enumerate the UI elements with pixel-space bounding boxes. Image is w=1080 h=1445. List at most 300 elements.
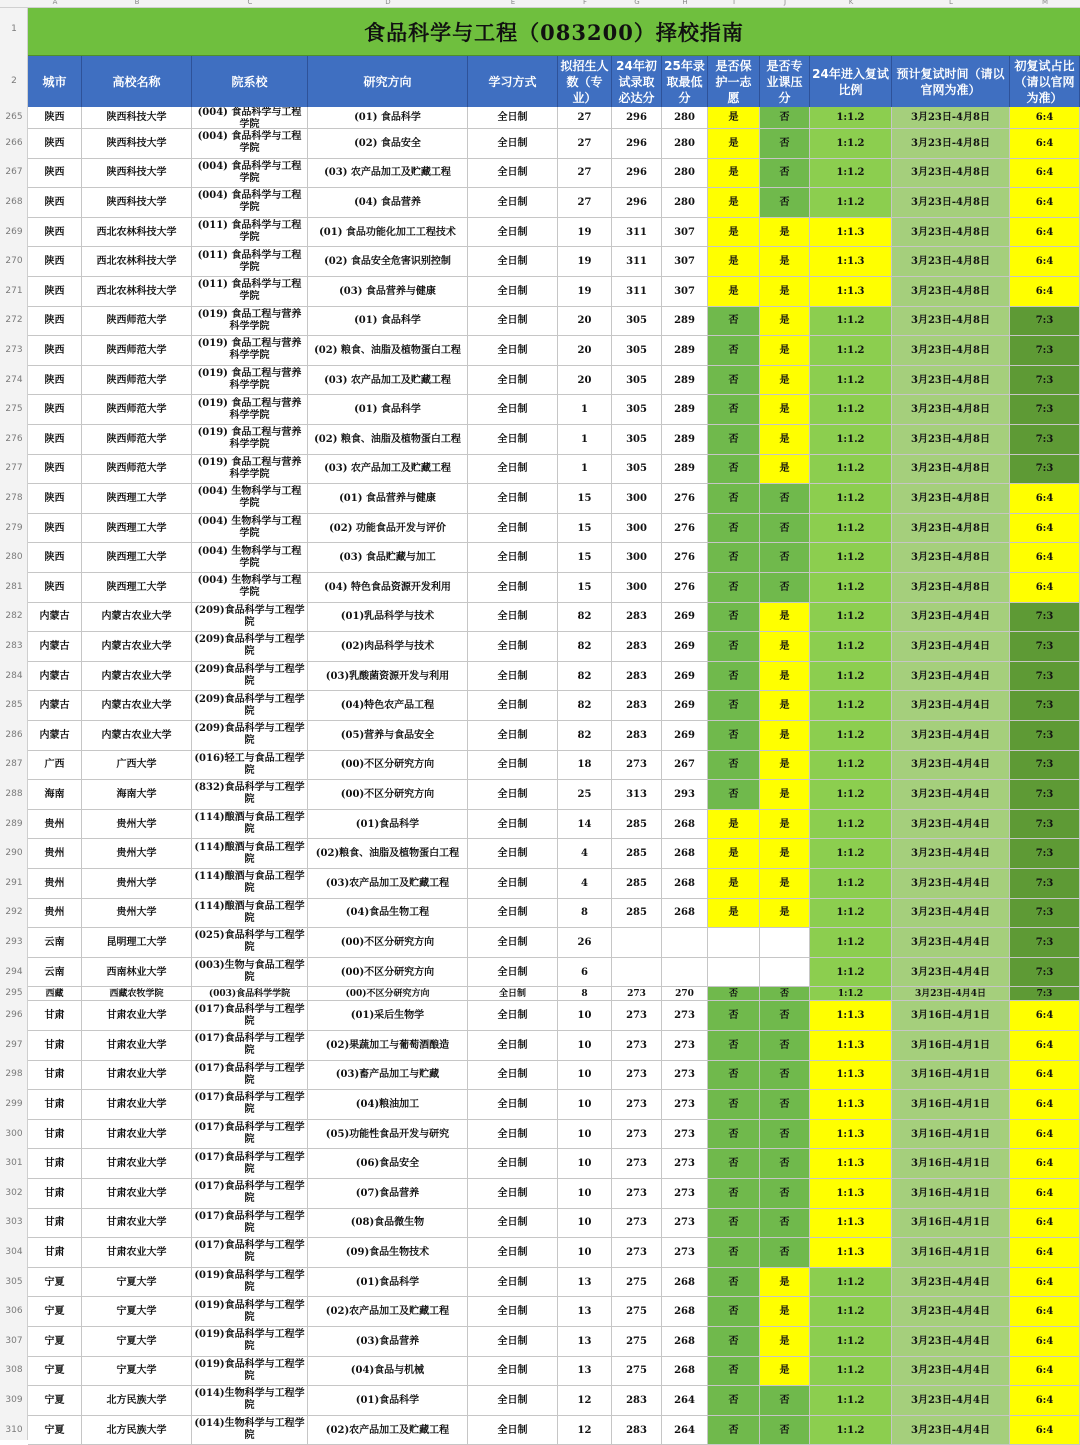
plan-count-cell[interactable]: 82 xyxy=(558,662,612,692)
score-24-cell[interactable]: 311 xyxy=(612,247,662,277)
retest-time-cell[interactable]: 3月23日-4月8日 xyxy=(892,573,1010,603)
press-score-cell[interactable]: 是 xyxy=(760,603,810,633)
plan-count-cell[interactable]: 27 xyxy=(558,188,612,218)
row-number[interactable]: 294 xyxy=(5,966,23,977)
score-25-cell[interactable]: 268 xyxy=(662,810,708,840)
city-cell[interactable]: 陕西 xyxy=(28,543,82,573)
city-cell[interactable]: 甘肃 xyxy=(28,1031,82,1061)
row-number[interactable]: 287 xyxy=(5,759,23,770)
dept-cell[interactable]: (209)食品科学与工程学院 xyxy=(192,691,308,721)
plan-count-cell[interactable]: 1 xyxy=(558,395,612,425)
city-cell[interactable]: 陕西 xyxy=(28,395,82,425)
row-number[interactable]: 290 xyxy=(5,848,23,859)
school-cell[interactable]: 陕西理工大学 xyxy=(82,514,192,544)
score-24-cell[interactable]: 305 xyxy=(612,425,662,455)
retest-ratio-cell[interactable]: 1:1.3 xyxy=(810,1149,892,1179)
header-score-24[interactable]: 24年初试录取必达分 xyxy=(612,56,662,107)
study-mode-cell[interactable]: 全日制 xyxy=(468,1327,558,1357)
row-number[interactable]: 307 xyxy=(5,1335,23,1346)
plan-count-cell[interactable]: 10 xyxy=(558,1031,612,1061)
score-25-cell[interactable]: 273 xyxy=(662,1090,708,1120)
press-score-cell[interactable]: 是 xyxy=(760,395,810,425)
study-mode-cell[interactable]: 全日制 xyxy=(468,277,558,307)
score-25-cell[interactable]: 269 xyxy=(662,662,708,692)
direction-cell[interactable]: (01)食品科学 xyxy=(308,1268,468,1298)
school-cell[interactable]: 昆明理工大学 xyxy=(82,928,192,958)
study-mode-cell[interactable]: 全日制 xyxy=(468,1386,558,1416)
press-score-cell[interactable]: 否 xyxy=(760,1416,810,1445)
school-cell[interactable]: 陕西科技大学 xyxy=(82,188,192,218)
city-cell[interactable]: 陕西 xyxy=(28,455,82,485)
score-24-cell[interactable]: 283 xyxy=(612,1386,662,1416)
direction-cell[interactable]: (02) 粮食、油脂及植物蛋白工程 xyxy=(308,336,468,366)
score-24-cell[interactable]: 305 xyxy=(612,366,662,396)
retest-ratio-cell[interactable]: 1:1.3 xyxy=(810,1031,892,1061)
plan-count-cell[interactable]: 12 xyxy=(558,1386,612,1416)
study-mode-cell[interactable]: 全日制 xyxy=(468,484,558,514)
school-cell[interactable]: 甘肃农业大学 xyxy=(82,1001,192,1031)
city-cell[interactable]: 甘肃 xyxy=(28,1149,82,1179)
protect-first-choice-cell[interactable]: 否 xyxy=(708,1061,760,1091)
city-cell[interactable]: 陕西 xyxy=(28,514,82,544)
column-letter[interactable]: C xyxy=(247,0,253,6)
study-mode-cell[interactable]: 全日制 xyxy=(468,958,558,988)
dept-cell[interactable]: (019) 食品工程与营养科学学院 xyxy=(192,455,308,485)
plan-count-cell[interactable]: 14 xyxy=(558,810,612,840)
score-24-cell[interactable]: 296 xyxy=(612,188,662,218)
column-letter[interactable]: D xyxy=(385,0,391,6)
header-study-mode[interactable]: 学习方式 xyxy=(468,56,558,107)
direction-cell[interactable]: (04)食品生物工程 xyxy=(308,899,468,929)
direction-cell[interactable]: (02)果蔬加工与葡萄酒酿造 xyxy=(308,1031,468,1061)
retest-ratio-cell[interactable]: 1:1.2 xyxy=(810,810,892,840)
direction-cell[interactable]: (01)食品科学 xyxy=(308,1386,468,1416)
press-score-cell[interactable]: 否 xyxy=(760,1386,810,1416)
score-24-cell[interactable]: 275 xyxy=(612,1268,662,1298)
dept-cell[interactable]: (003)食品科学学院 xyxy=(192,987,308,1001)
city-cell[interactable]: 陕西 xyxy=(28,484,82,514)
dept-cell[interactable]: (019)食品科学与工程学院 xyxy=(192,1357,308,1387)
score-25-cell[interactable]: 273 xyxy=(662,1179,708,1209)
direction-cell[interactable]: (00)不区分研究方向 xyxy=(308,751,468,781)
score-25-cell[interactable]: 273 xyxy=(662,1149,708,1179)
protect-first-choice-cell[interactable]: 否 xyxy=(708,1327,760,1357)
dept-cell[interactable]: (004) 食品科学与工程学院 xyxy=(192,159,308,189)
retest-ratio-cell[interactable]: 1:1.2 xyxy=(810,780,892,810)
study-mode-cell[interactable]: 全日制 xyxy=(468,869,558,899)
study-mode-cell[interactable]: 全日制 xyxy=(468,1209,558,1239)
press-score-cell[interactable]: 否 xyxy=(760,129,810,159)
header-protect-first-choice[interactable]: 是否保护一志愿 xyxy=(708,56,760,107)
direction-cell[interactable]: (02) 食品安全危害识别控制 xyxy=(308,247,468,277)
retest-time-cell[interactable]: 3月23日-4月4日 xyxy=(892,928,1010,958)
plan-count-cell[interactable]: 6 xyxy=(558,958,612,988)
study-mode-cell[interactable]: 全日制 xyxy=(468,1297,558,1327)
retest-time-cell[interactable]: 3月23日-4月8日 xyxy=(892,395,1010,425)
row-number[interactable]: 277 xyxy=(5,463,23,474)
retest-time-cell[interactable]: 3月23日-4月4日 xyxy=(892,751,1010,781)
retest-time-cell[interactable]: 3月23日-4月8日 xyxy=(892,484,1010,514)
study-mode-cell[interactable]: 全日制 xyxy=(468,366,558,396)
dept-cell[interactable]: (019) 食品工程与营养科学学院 xyxy=(192,425,308,455)
study-mode-cell[interactable]: 全日制 xyxy=(468,603,558,633)
direction-cell[interactable]: (00)不区分研究方向 xyxy=(308,987,468,1001)
score-24-cell[interactable]: 313 xyxy=(612,780,662,810)
protect-first-choice-cell[interactable]: 否 xyxy=(708,336,760,366)
protect-first-choice-cell[interactable]: 否 xyxy=(708,1120,760,1150)
retest-time-cell[interactable]: 3月23日-4月8日 xyxy=(892,277,1010,307)
protect-first-choice-cell[interactable]: 否 xyxy=(708,721,760,751)
press-score-cell[interactable]: 是 xyxy=(760,1297,810,1327)
row-number[interactable]: 281 xyxy=(5,581,23,592)
retest-time-cell[interactable]: 3月16日-4月1日 xyxy=(892,1238,1010,1268)
study-mode-cell[interactable]: 全日制 xyxy=(468,247,558,277)
weight-ratio-cell[interactable]: 6:4 xyxy=(1010,1031,1080,1061)
score-25-cell[interactable]: 276 xyxy=(662,514,708,544)
weight-ratio-cell[interactable]: 7:3 xyxy=(1010,899,1080,929)
retest-ratio-cell[interactable]: 1:1.2 xyxy=(810,366,892,396)
study-mode-cell[interactable]: 全日制 xyxy=(468,1090,558,1120)
city-cell[interactable]: 宁夏 xyxy=(28,1416,82,1445)
plan-count-cell[interactable]: 15 xyxy=(558,543,612,573)
direction-cell[interactable]: (08)食品微生物 xyxy=(308,1209,468,1239)
dept-cell[interactable]: (114)酿酒与食品工程学院 xyxy=(192,899,308,929)
direction-cell[interactable]: (09)食品生物技术 xyxy=(308,1238,468,1268)
score-24-cell[interactable]: 296 xyxy=(612,129,662,159)
row-number[interactable]: 267 xyxy=(5,167,23,178)
retest-time-cell[interactable]: 3月23日-4月4日 xyxy=(892,662,1010,692)
retest-time-cell[interactable]: 3月23日-4月8日 xyxy=(892,218,1010,248)
weight-ratio-cell[interactable]: 6:4 xyxy=(1010,1416,1080,1445)
study-mode-cell[interactable]: 全日制 xyxy=(468,1179,558,1209)
study-mode-cell[interactable]: 全日制 xyxy=(468,810,558,840)
score-24-cell[interactable]: 273 xyxy=(612,751,662,781)
weight-ratio-cell[interactable]: 7:3 xyxy=(1010,366,1080,396)
weight-ratio-cell[interactable]: 7:3 xyxy=(1010,839,1080,869)
plan-count-cell[interactable]: 8 xyxy=(558,987,612,1001)
weight-ratio-cell[interactable]: 6:4 xyxy=(1010,484,1080,514)
retest-time-cell[interactable]: 3月23日-4月4日 xyxy=(892,810,1010,840)
plan-count-cell[interactable]: 10 xyxy=(558,1149,612,1179)
row-number[interactable]: 283 xyxy=(5,641,23,651)
row-number[interactable]: 2 xyxy=(11,76,17,86)
row-number[interactable]: 308 xyxy=(5,1365,23,1376)
direction-cell[interactable]: (00)不区分研究方向 xyxy=(308,928,468,958)
retest-ratio-cell[interactable]: 1:1.2 xyxy=(810,159,892,189)
press-score-cell[interactable]: 是 xyxy=(760,366,810,396)
weight-ratio-cell[interactable]: 7:3 xyxy=(1010,751,1080,781)
study-mode-cell[interactable]: 全日制 xyxy=(468,721,558,751)
score-24-cell[interactable]: 283 xyxy=(612,721,662,751)
school-cell[interactable]: 内蒙古农业大学 xyxy=(82,662,192,692)
dept-cell[interactable]: (832)食品科学与工程学院 xyxy=(192,780,308,810)
city-cell[interactable]: 甘肃 xyxy=(28,1209,82,1239)
city-cell[interactable]: 甘肃 xyxy=(28,1001,82,1031)
dept-cell[interactable]: (011) 食品科学与工程学院 xyxy=(192,218,308,248)
study-mode-cell[interactable]: 全日制 xyxy=(468,1031,558,1061)
score-25-cell[interactable]: 289 xyxy=(662,395,708,425)
plan-count-cell[interactable]: 19 xyxy=(558,218,612,248)
protect-first-choice-cell[interactable]: 否 xyxy=(708,780,760,810)
score-25-cell[interactable]: 280 xyxy=(662,107,708,129)
score-25-cell[interactable]: 276 xyxy=(662,484,708,514)
city-cell[interactable]: 宁夏 xyxy=(28,1268,82,1298)
plan-count-cell[interactable]: 13 xyxy=(558,1268,612,1298)
column-letter[interactable]: F xyxy=(582,0,588,6)
study-mode-cell[interactable]: 全日制 xyxy=(468,218,558,248)
retest-time-cell[interactable]: 3月16日-4月1日 xyxy=(892,1031,1010,1061)
dept-cell[interactable]: (019)食品科学与工程学院 xyxy=(192,1297,308,1327)
plan-count-cell[interactable]: 13 xyxy=(558,1297,612,1327)
protect-first-choice-cell[interactable]: 否 xyxy=(708,1386,760,1416)
weight-ratio-cell[interactable]: 7:3 xyxy=(1010,632,1080,662)
score-25-cell[interactable]: 293 xyxy=(662,780,708,810)
retest-time-cell[interactable]: 3月16日-4月1日 xyxy=(892,1061,1010,1091)
city-cell[interactable]: 陕西 xyxy=(28,307,82,337)
protect-first-choice-cell[interactable]: 否 xyxy=(708,366,760,396)
column-letter[interactable]: K xyxy=(848,0,854,6)
press-score-cell[interactable]: 是 xyxy=(760,218,810,248)
city-cell[interactable]: 云南 xyxy=(28,958,82,988)
school-cell[interactable]: 陕西科技大学 xyxy=(82,107,192,129)
school-cell[interactable]: 甘肃农业大学 xyxy=(82,1061,192,1091)
retest-ratio-cell[interactable]: 1:1.2 xyxy=(810,839,892,869)
row-number[interactable]: 282 xyxy=(5,611,23,622)
retest-ratio-cell[interactable]: 1:1.2 xyxy=(810,1386,892,1416)
weight-ratio-cell[interactable]: 6:4 xyxy=(1010,1149,1080,1179)
protect-first-choice-cell[interactable]: 否 xyxy=(708,484,760,514)
plan-count-cell[interactable]: 1 xyxy=(558,425,612,455)
school-cell[interactable]: 陕西理工大学 xyxy=(82,484,192,514)
score-25-cell[interactable]: 268 xyxy=(662,1327,708,1357)
row-number[interactable]: 269 xyxy=(5,226,23,237)
direction-cell[interactable]: (01)采后生物学 xyxy=(308,1001,468,1031)
direction-cell[interactable]: (03) 食品贮藏与加工 xyxy=(308,543,468,573)
score-25-cell[interactable]: 269 xyxy=(662,721,708,751)
retest-time-cell[interactable]: 3月23日-4月8日 xyxy=(892,455,1010,485)
study-mode-cell[interactable]: 全日制 xyxy=(468,1120,558,1150)
retest-ratio-cell[interactable]: 1:1.3 xyxy=(810,1061,892,1091)
row-number[interactable]: 265 xyxy=(5,112,23,122)
retest-time-cell[interactable]: 3月23日-4月4日 xyxy=(892,958,1010,988)
score-25-cell[interactable]: 289 xyxy=(662,307,708,337)
plan-count-cell[interactable]: 25 xyxy=(558,780,612,810)
score-25-cell[interactable]: 307 xyxy=(662,247,708,277)
score-25-cell[interactable]: 307 xyxy=(662,218,708,248)
study-mode-cell[interactable]: 全日制 xyxy=(468,839,558,869)
city-cell[interactable]: 甘肃 xyxy=(28,1120,82,1150)
row-number[interactable]: 276 xyxy=(5,433,23,444)
score-24-cell[interactable]: 311 xyxy=(612,277,662,307)
row-number[interactable]: 295 xyxy=(5,988,23,999)
dept-cell[interactable]: (011) 食品科学与工程学院 xyxy=(192,247,308,277)
score-24-cell[interactable]: 273 xyxy=(612,1031,662,1061)
row-number[interactable]: 301 xyxy=(5,1158,23,1169)
protect-first-choice-cell[interactable]: 否 xyxy=(708,1209,760,1239)
retest-time-cell[interactable]: 3月23日-4月8日 xyxy=(892,159,1010,189)
retest-time-cell[interactable]: 3月23日-4月4日 xyxy=(892,632,1010,662)
row-number[interactable]: 298 xyxy=(5,1069,23,1080)
weight-ratio-cell[interactable]: 6:4 xyxy=(1010,1238,1080,1268)
retest-ratio-cell[interactable]: 1:1.2 xyxy=(810,751,892,781)
row-number[interactable]: 297 xyxy=(5,1039,23,1050)
retest-time-cell[interactable]: 3月16日-4月1日 xyxy=(892,1209,1010,1239)
score-24-cell[interactable]: 273 xyxy=(612,1061,662,1091)
direction-cell[interactable]: (05)营养与食品安全 xyxy=(308,721,468,751)
retest-ratio-cell[interactable]: 1:1.2 xyxy=(810,307,892,337)
row-number[interactable]: 1 xyxy=(11,24,17,34)
dept-cell[interactable]: (017)食品科学与工程学院 xyxy=(192,1238,308,1268)
city-cell[interactable]: 甘肃 xyxy=(28,1090,82,1120)
score-25-cell[interactable] xyxy=(662,928,708,958)
press-score-cell[interactable]: 否 xyxy=(760,1179,810,1209)
city-cell[interactable]: 贵州 xyxy=(28,810,82,840)
retest-ratio-cell[interactable]: 1:1.2 xyxy=(810,899,892,929)
row-number[interactable]: 310 xyxy=(5,1424,23,1435)
score-24-cell[interactable]: 273 xyxy=(612,987,662,1001)
direction-cell[interactable]: (03)农产品加工及贮藏工程 xyxy=(308,869,468,899)
school-cell[interactable]: 贵州大学 xyxy=(82,869,192,899)
header-weight-ratio[interactable]: 初复试占比（请以官网为准） xyxy=(1010,56,1080,107)
retest-ratio-cell[interactable]: 1:1.2 xyxy=(810,691,892,721)
dept-cell[interactable]: (004) 食品科学与工程学院 xyxy=(192,188,308,218)
weight-ratio-cell[interactable]: 7:3 xyxy=(1010,721,1080,751)
city-cell[interactable]: 陕西 xyxy=(28,188,82,218)
row-number[interactable]: 286 xyxy=(5,729,23,740)
dept-cell[interactable]: (004) 生物科学与工程学院 xyxy=(192,484,308,514)
direction-cell[interactable]: (05)功能性食品开发与研究 xyxy=(308,1120,468,1150)
study-mode-cell[interactable]: 全日制 xyxy=(468,1357,558,1387)
retest-ratio-cell[interactable]: 1:1.2 xyxy=(810,425,892,455)
protect-first-choice-cell[interactable]: 否 xyxy=(708,1416,760,1445)
press-score-cell[interactable]: 是 xyxy=(760,691,810,721)
retest-time-cell[interactable]: 3月23日-4月8日 xyxy=(892,107,1010,129)
direction-cell[interactable]: (04)食品与机械 xyxy=(308,1357,468,1387)
retest-time-cell[interactable]: 3月23日-4月4日 xyxy=(892,839,1010,869)
column-letter[interactable]: H xyxy=(682,0,688,6)
weight-ratio-cell[interactable]: 7:3 xyxy=(1010,662,1080,692)
press-score-cell[interactable]: 是 xyxy=(760,307,810,337)
press-score-cell[interactable]: 否 xyxy=(760,1031,810,1061)
direction-cell[interactable]: (02)农产品加工及贮藏工程 xyxy=(308,1297,468,1327)
retest-time-cell[interactable]: 3月23日-4月4日 xyxy=(892,869,1010,899)
protect-first-choice-cell[interactable]: 否 xyxy=(708,603,760,633)
score-24-cell[interactable]: 305 xyxy=(612,395,662,425)
press-score-cell[interactable]: 否 xyxy=(760,1090,810,1120)
row-number[interactable]: 309 xyxy=(5,1395,23,1405)
weight-ratio-cell[interactable]: 7:3 xyxy=(1010,928,1080,958)
retest-time-cell[interactable]: 3月16日-4月1日 xyxy=(892,1149,1010,1179)
score-24-cell[interactable]: 285 xyxy=(612,899,662,929)
direction-cell[interactable]: (01) 食品科学 xyxy=(308,307,468,337)
weight-ratio-cell[interactable]: 7:3 xyxy=(1010,336,1080,366)
retest-ratio-cell[interactable]: 1:1.2 xyxy=(810,573,892,603)
retest-time-cell[interactable]: 3月23日-4月4日 xyxy=(892,899,1010,929)
direction-cell[interactable]: (03)乳酸菌资源开发与利用 xyxy=(308,662,468,692)
weight-ratio-cell[interactable]: 7:3 xyxy=(1010,869,1080,899)
score-24-cell[interactable]: 275 xyxy=(612,1297,662,1327)
row-number[interactable]: 291 xyxy=(5,877,23,888)
press-score-cell[interactable]: 是 xyxy=(760,721,810,751)
dept-cell[interactable]: (025)食品科学与工程学院 xyxy=(192,928,308,958)
weight-ratio-cell[interactable]: 6:4 xyxy=(1010,247,1080,277)
score-24-cell[interactable]: 296 xyxy=(612,107,662,129)
press-score-cell[interactable]: 否 xyxy=(760,573,810,603)
direction-cell[interactable]: (00)不区分研究方向 xyxy=(308,780,468,810)
dept-cell[interactable]: (019)食品科学与工程学院 xyxy=(192,1268,308,1298)
column-letter[interactable]: I xyxy=(732,0,736,6)
retest-ratio-cell[interactable]: 1:1.3 xyxy=(810,1120,892,1150)
score-24-cell[interactable]: 305 xyxy=(612,307,662,337)
score-24-cell[interactable]: 273 xyxy=(612,1179,662,1209)
score-25-cell[interactable]: 273 xyxy=(662,1209,708,1239)
direction-cell[interactable]: (03) 农产品加工及贮藏工程 xyxy=(308,455,468,485)
protect-first-choice-cell[interactable]: 否 xyxy=(708,751,760,781)
study-mode-cell[interactable]: 全日制 xyxy=(468,425,558,455)
score-24-cell[interactable]: 273 xyxy=(612,1001,662,1031)
weight-ratio-cell[interactable]: 6:4 xyxy=(1010,1209,1080,1239)
plan-count-cell[interactable]: 26 xyxy=(558,928,612,958)
retest-time-cell[interactable]: 3月23日-4月8日 xyxy=(892,514,1010,544)
study-mode-cell[interactable]: 全日制 xyxy=(468,928,558,958)
plan-count-cell[interactable]: 4 xyxy=(558,869,612,899)
header-plan-count[interactable]: 拟招生人数（专业） xyxy=(558,56,612,107)
direction-cell[interactable]: (01) 食品功能化加工工程技术 xyxy=(308,218,468,248)
column-letter[interactable]: E xyxy=(510,0,516,6)
score-24-cell[interactable]: 300 xyxy=(612,543,662,573)
school-cell[interactable]: 西藏农牧学院 xyxy=(82,987,192,1001)
retest-ratio-cell[interactable]: 1:1.2 xyxy=(810,1297,892,1327)
retest-time-cell[interactable]: 3月23日-4月8日 xyxy=(892,188,1010,218)
city-cell[interactable]: 陕西 xyxy=(28,218,82,248)
study-mode-cell[interactable]: 全日制 xyxy=(468,1149,558,1179)
score-24-cell[interactable]: 275 xyxy=(612,1357,662,1387)
press-score-cell[interactable]: 是 xyxy=(760,455,810,485)
row-number[interactable]: 304 xyxy=(5,1247,23,1257)
press-score-cell[interactable]: 是 xyxy=(760,425,810,455)
dept-cell[interactable]: (019) 食品工程与营养科学学院 xyxy=(192,336,308,366)
press-score-cell[interactable]: 是 xyxy=(760,277,810,307)
city-cell[interactable]: 陕西 xyxy=(28,425,82,455)
retest-time-cell[interactable]: 3月23日-4月8日 xyxy=(892,247,1010,277)
row-number[interactable]: 289 xyxy=(5,818,23,829)
protect-first-choice-cell[interactable]: 否 xyxy=(708,1297,760,1327)
score-24-cell[interactable]: 300 xyxy=(612,484,662,514)
retest-time-cell[interactable]: 3月23日-4月8日 xyxy=(892,129,1010,159)
weight-ratio-cell[interactable]: 7:3 xyxy=(1010,425,1080,455)
retest-ratio-cell[interactable]: 1:1.2 xyxy=(810,395,892,425)
direction-cell[interactable]: (04) 食品营养 xyxy=(308,188,468,218)
direction-cell[interactable]: (00)不区分研究方向 xyxy=(308,958,468,988)
protect-first-choice-cell[interactable]: 是 xyxy=(708,247,760,277)
school-cell[interactable]: 甘肃农业大学 xyxy=(82,1031,192,1061)
weight-ratio-cell[interactable]: 6:4 xyxy=(1010,1179,1080,1209)
direction-cell[interactable]: (03) 农产品加工及贮藏工程 xyxy=(308,159,468,189)
dept-cell[interactable]: (209)食品科学与工程学院 xyxy=(192,721,308,751)
protect-first-choice-cell[interactable]: 是 xyxy=(708,899,760,929)
header-press-score[interactable]: 是否专业课压分 xyxy=(760,56,810,107)
score-25-cell[interactable]: 268 xyxy=(662,1357,708,1387)
school-cell[interactable]: 甘肃农业大学 xyxy=(82,1209,192,1239)
retest-time-cell[interactable]: 3月23日-4月8日 xyxy=(892,366,1010,396)
retest-ratio-cell[interactable]: 1:1.3 xyxy=(810,218,892,248)
score-25-cell[interactable]: 289 xyxy=(662,366,708,396)
press-score-cell[interactable]: 否 xyxy=(760,543,810,573)
row-number[interactable]: 271 xyxy=(5,285,23,296)
city-cell[interactable]: 甘肃 xyxy=(28,1061,82,1091)
retest-ratio-cell[interactable]: 1:1.3 xyxy=(810,1090,892,1120)
weight-ratio-cell[interactable]: 6:4 xyxy=(1010,1357,1080,1387)
